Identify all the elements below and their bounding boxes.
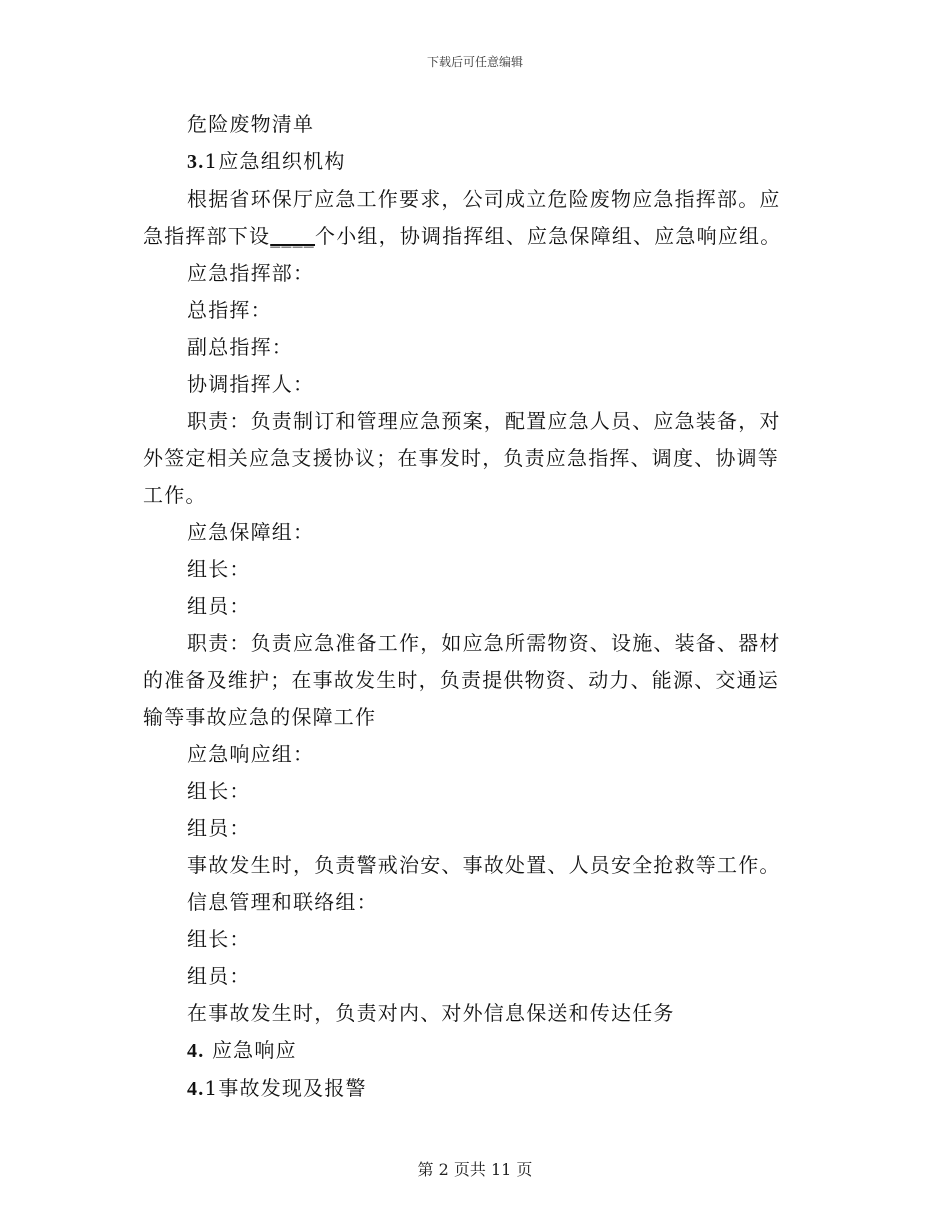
role-line: 协调指挥人： (187, 372, 315, 396)
group-title: 应急指挥部： (187, 261, 315, 285)
section-title: 1应急组织机构 (204, 149, 346, 173)
text-segment: 急指挥部下设 (143, 224, 271, 248)
section-title: 1事故发现及报警 (204, 1076, 367, 1100)
paragraph-line: 在事故发生时，负责对内、对外信息保送和传达任务 (187, 1001, 675, 1025)
section-number: 4. (187, 1040, 205, 1062)
paragraph-line (143, 218, 803, 255)
section-heading: 危险废物清单 (187, 112, 315, 136)
paragraph-line: 工作。 (143, 483, 207, 507)
role-line: 组长： (187, 927, 251, 951)
paragraph-line: 输等事故应急的保障工作 (143, 705, 377, 729)
role-line: 组长： (187, 779, 251, 803)
role-line: 组长： (187, 557, 251, 581)
document-body (143, 106, 803, 1108)
section-title: 应急响应 (211, 1038, 297, 1062)
paragraph-line: 职责：负责制订和管理应急预案，配置应急人员、应急装备，对 (187, 409, 781, 433)
paragraph-line: 的准备及维护；在事故发生时，负责提供物资、动力、能源、交通运 (143, 668, 779, 692)
paragraph-line: 职责：负责应急准备工作，如应急所需物资、设施、装备、器材 (187, 631, 781, 655)
paragraph-line: 事故发生时，负责警戒治安、事故处置、人员安全抢救等工作。 (187, 853, 781, 877)
role-line: 副总指挥： (187, 335, 293, 359)
group-title: 信息管理和联络组： (187, 890, 378, 914)
section-number: 3. (187, 151, 205, 173)
page-header: 下载后可任意编辑 (426, 55, 523, 69)
section-heading (143, 1070, 803, 1108)
page-footer: 第 2 页共 11 页 (417, 1160, 533, 1179)
paragraph-line: 根据省环保厅应急工作要求，公司成立危险废物应急指挥部。应 (187, 187, 781, 211)
text-segment: 个小组，协调指挥组、应急保障组、应急响应组。 (315, 224, 782, 248)
section-number: 4. (187, 1078, 205, 1100)
paragraph-line: 外签定相关应急支援协议；在事发时，负责应急指挥、调度、协调等 (143, 446, 779, 470)
group-title: 应急响应组： (187, 742, 315, 766)
group-title: 应急保障组： (187, 520, 315, 544)
role-line: 组员： (187, 964, 251, 988)
fill-in-blank: ____ (270, 224, 316, 248)
role-line: 组员： (187, 594, 251, 618)
role-line: 组员： (187, 816, 251, 840)
section-heading (143, 143, 803, 181)
role-line: 总指挥： (187, 298, 272, 322)
section-heading (143, 1032, 803, 1070)
